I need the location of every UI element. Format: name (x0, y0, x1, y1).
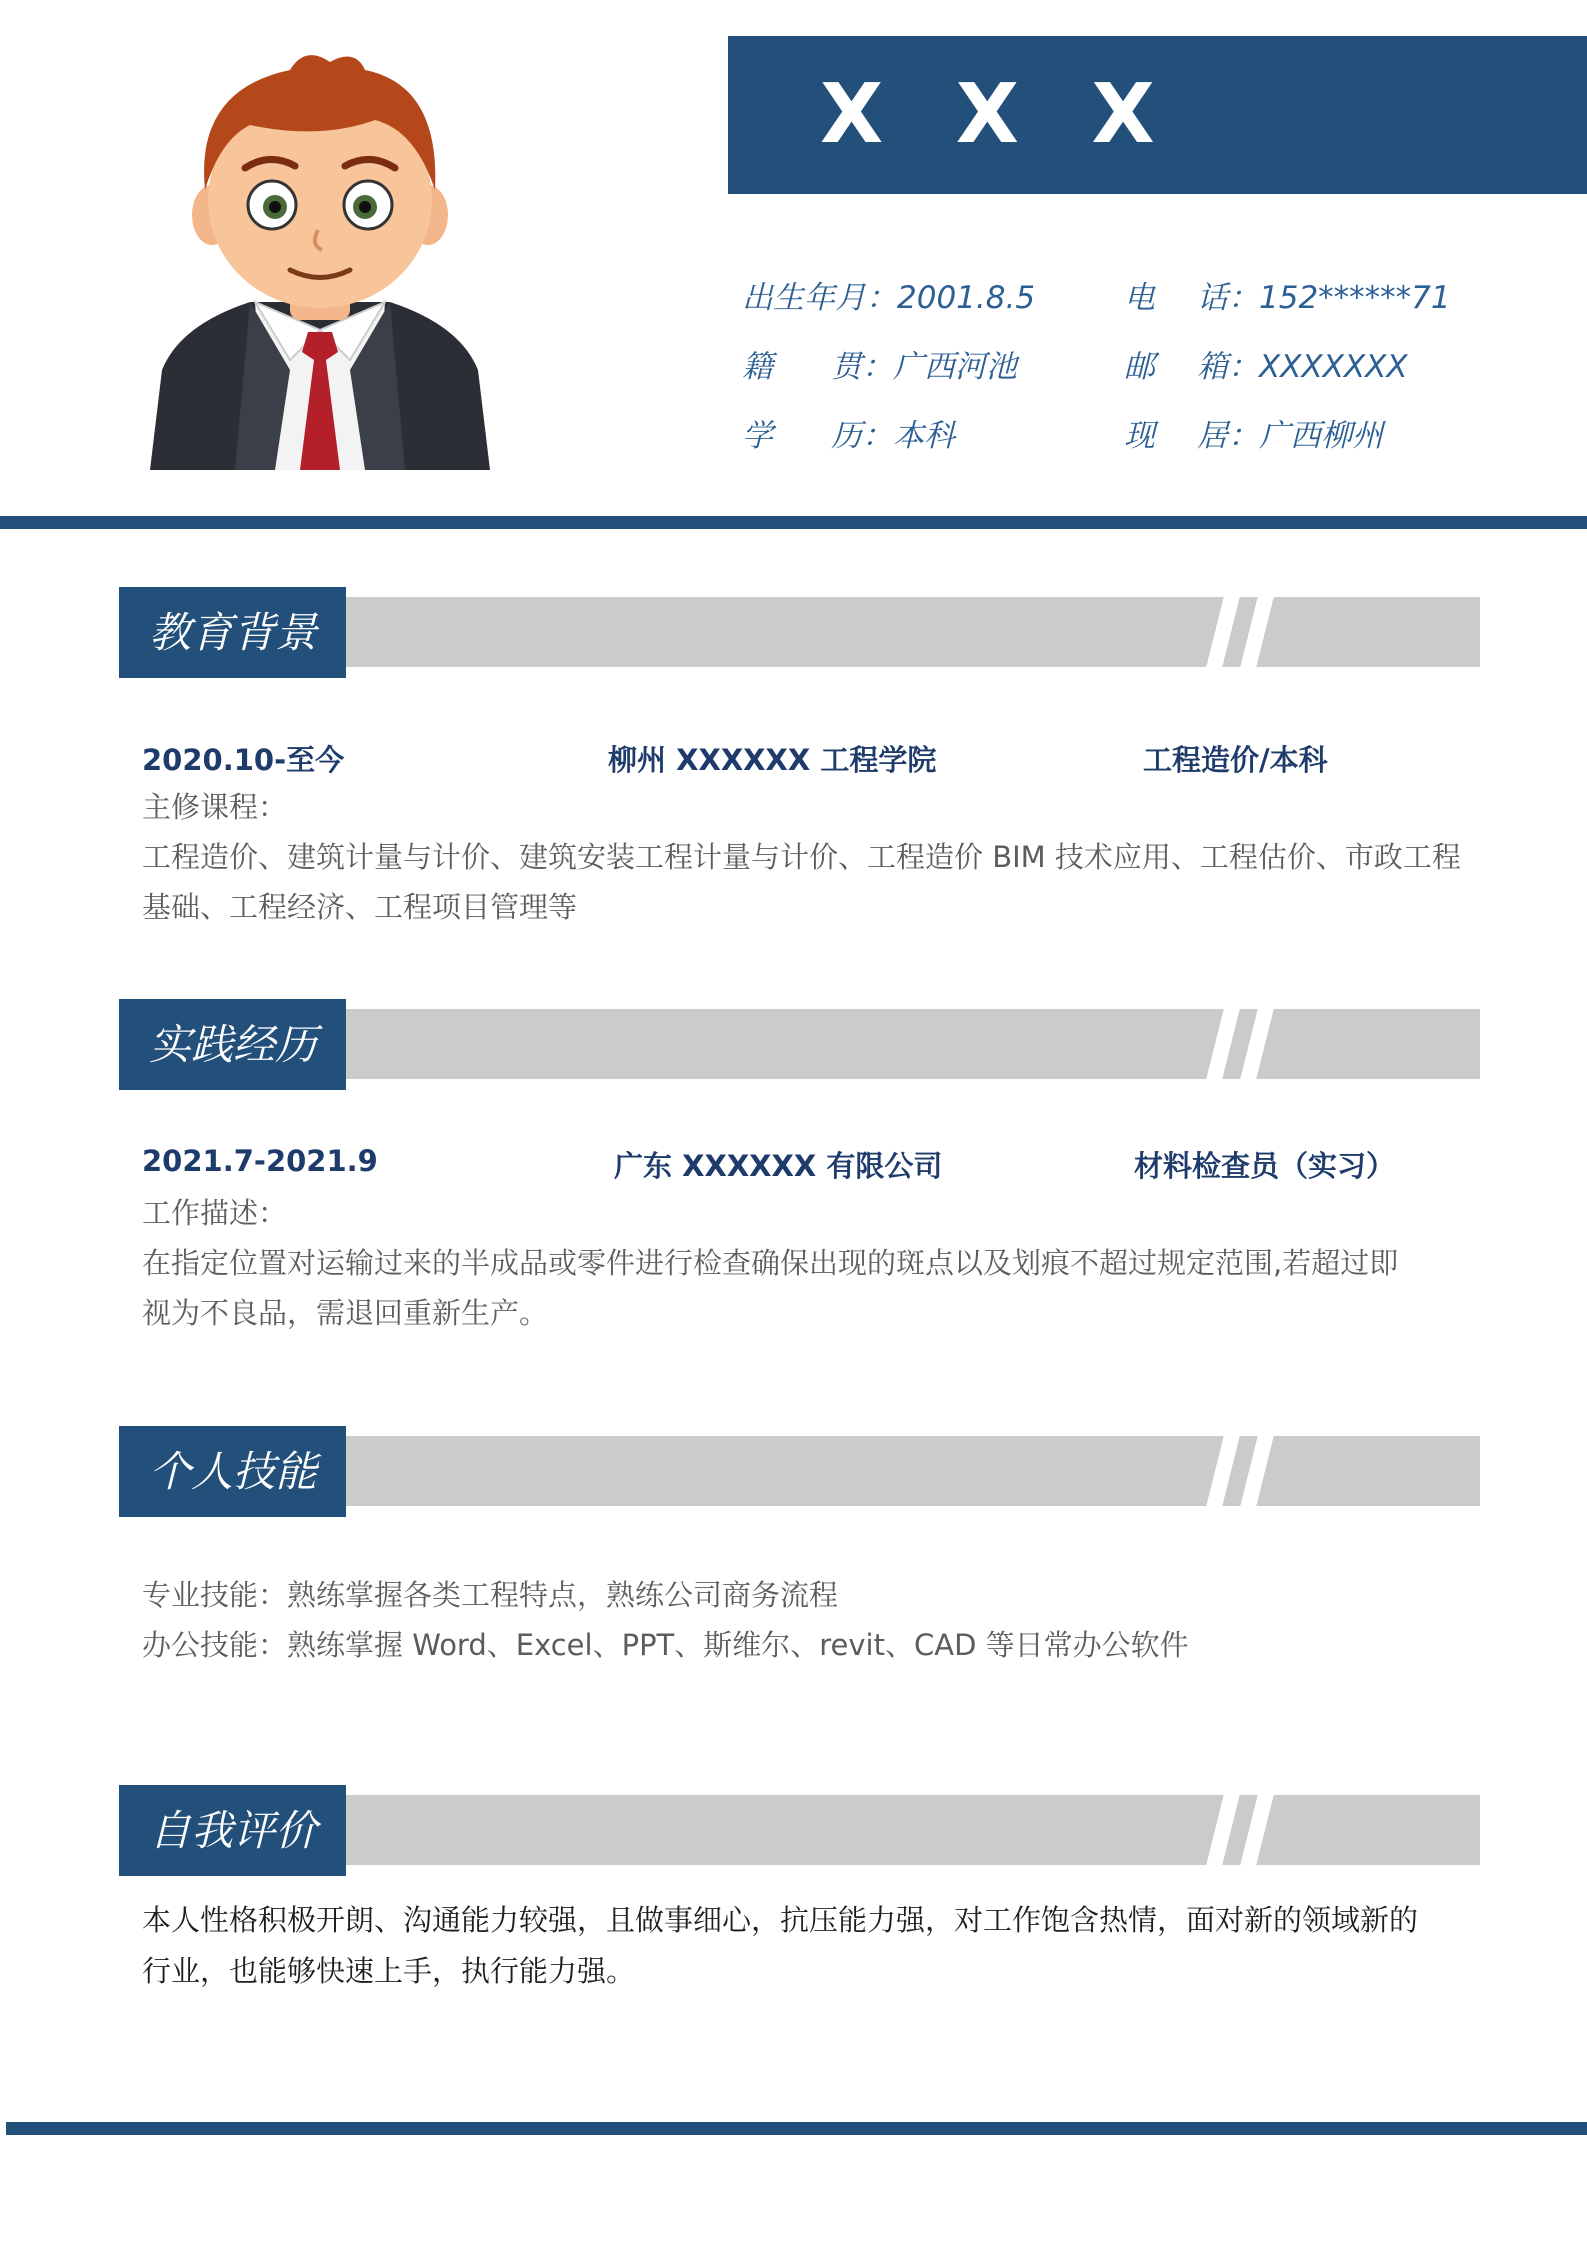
self-eval-line-1: 本人性格积极开朗、沟通能力较强，且做事细心，抗压能力强，对工作饱含热情，面对新的领域新的 (142, 1903, 1419, 1937)
birth-value: 2001.8.5 (897, 280, 1036, 316)
skills-section-title: 个人技能 (119, 1426, 346, 1517)
email-value: XXXXXXX (1259, 349, 1408, 385)
education-school: 柳州 XXXXXX 工程学院 (608, 743, 937, 777)
candidate-name: X X X (820, 67, 1177, 162)
footer-divider (6, 2122, 1587, 2135)
band-slash (1240, 1009, 1273, 1079)
phone-info (1124, 272, 1451, 317)
band-slash (1206, 597, 1239, 667)
self-eval-line-2: 行业，也能够快速上手，执行能力强。 (142, 1954, 636, 1988)
origin-label-b: 贯： (831, 349, 893, 385)
education-date: 2020.10-至今 (142, 743, 345, 777)
band-slash (1206, 1436, 1239, 1506)
band-slash (1240, 1436, 1273, 1506)
band-slash (1240, 597, 1273, 667)
work-desc-line-1: 在指定位置对运输过来的半成品或零件进行检查确保出现的斑点以及划痕不超过规定范围,若超过即 (142, 1246, 1399, 1280)
band-slash (1206, 1009, 1239, 1079)
residence-label-a: 现 (1124, 418, 1155, 454)
practice-date: 2021.7-2021.9 (142, 1144, 378, 1178)
band-slash (1240, 1795, 1273, 1865)
courses-label: 主修课程： (142, 790, 288, 824)
courses-line-2: 基础、工程经济、工程项目管理等 (142, 890, 578, 924)
residence-label-b: 居： (1197, 418, 1259, 454)
header-divider (0, 516, 1587, 529)
practice-section-title: 实践经历 (119, 999, 346, 1090)
education-section-title: 教育背景 (119, 587, 346, 678)
phone-label-a: 电 (1124, 280, 1155, 316)
work-desc-line-2: 视为不良品，需退回重新生产。 (142, 1296, 549, 1330)
skills-line-1: 专业技能：熟练掌握各类工程特点，熟练公司商务流程 (142, 1578, 839, 1612)
email-label-b: 箱： (1197, 349, 1259, 385)
education-band (345, 597, 1480, 667)
self-eval-section-title: 自我评价 (119, 1785, 346, 1876)
residence-value: 广西柳州 (1259, 418, 1383, 454)
self-eval-band (345, 1795, 1480, 1865)
email-label-a: 邮 (1124, 349, 1155, 385)
education-level-info (742, 410, 955, 455)
skills-band (345, 1436, 1480, 1506)
origin-value: 广西河池 (893, 349, 1017, 385)
residence-info (1124, 410, 1383, 455)
origin-label-a: 籍 (742, 349, 773, 385)
origin-info (742, 341, 1017, 386)
work-desc-label: 工作描述： (142, 1196, 288, 1230)
avatar-illustration (140, 40, 500, 470)
practice-role: 材料检查员（实习） (1134, 1149, 1396, 1183)
phone-label-b: 话： (1197, 280, 1259, 316)
birth-info (742, 272, 1035, 317)
edu-value: 本科 (893, 418, 955, 454)
name-banner (728, 36, 1587, 194)
skills-line-2: 办公技能：熟练掌握 Word、Excel、PPT、斯维尔、revit、CAD 等日常办公软件 (142, 1628, 1189, 1662)
phone-value: 152******71 (1259, 280, 1451, 316)
education-major: 工程造价/本科 (1143, 743, 1328, 777)
practice-company: 广东 XXXXXX 有限公司 (614, 1149, 943, 1183)
courses-line-1: 工程造价、建筑计量与计价、建筑安装工程计量与计价、工程造价 BIM 技术应用、工程估价、市政工程 (142, 840, 1461, 874)
band-slash (1206, 1795, 1239, 1865)
practice-band (345, 1009, 1480, 1079)
edu-label-a: 学 (742, 418, 773, 454)
edu-label-b: 历： (831, 418, 893, 454)
email-info (1124, 341, 1408, 386)
birth-label: 出生年月： (742, 280, 897, 316)
